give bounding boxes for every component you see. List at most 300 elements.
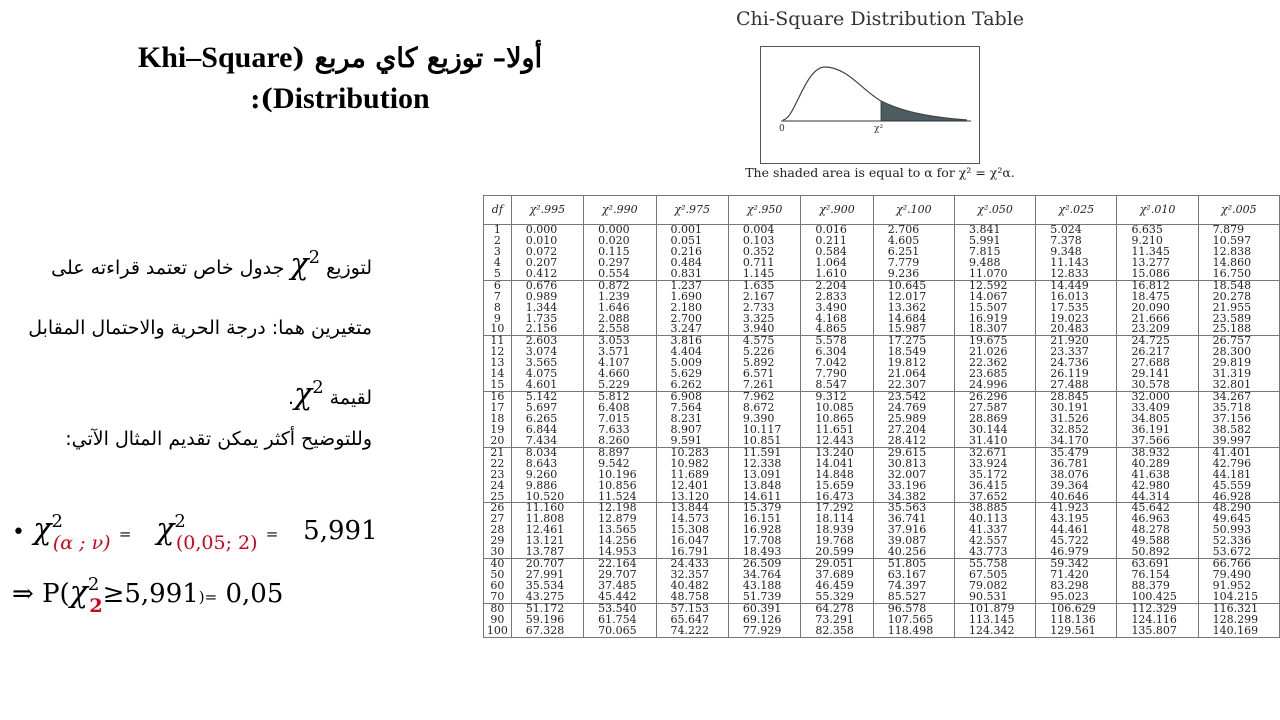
table-value: 71.420 (1050, 568, 1089, 582)
table-value: 69.126 (742, 612, 782, 626)
table-cell (656, 392, 728, 448)
table-value: 38.582 (1212, 422, 1252, 436)
table-value: 3.940 (742, 322, 775, 336)
table-value: 19.023 (1050, 311, 1089, 325)
table-value: 59.342 (1050, 557, 1089, 571)
table-value: 45.722 (1050, 534, 1089, 548)
table-value: 33.924 (968, 456, 1008, 470)
table-value: 26.757 (1212, 334, 1252, 348)
table-value: 6.908 (670, 390, 703, 404)
column-header: χ².005 (1198, 196, 1279, 225)
table-value: 51.172 (525, 601, 565, 615)
table-value: 9.390 (742, 411, 775, 425)
table-value: 3.053 (598, 334, 630, 348)
table-cell (511, 280, 583, 336)
table-value: 11 (490, 334, 505, 348)
table-value: 24.736 (1050, 356, 1089, 370)
table-cell (656, 559, 728, 604)
table-value: 8.034 (525, 445, 558, 459)
table-cell (1198, 392, 1279, 448)
table-value: 10.520 (525, 489, 565, 503)
table-value: 16.791 (670, 545, 710, 559)
table-value: 24.996 (968, 378, 1008, 392)
table-value: 96.578 (887, 601, 927, 615)
table-value: 0.016 (815, 223, 847, 236)
table-value: 12.838 (1212, 244, 1252, 258)
table-cell (728, 603, 800, 637)
table-value: 18.549 (887, 345, 927, 359)
table-value: 24.725 (1131, 334, 1170, 348)
table-cell (511, 559, 583, 604)
table-cell (728, 503, 800, 559)
table-value: 2.558 (598, 322, 630, 336)
table-value: 36.191 (1131, 422, 1170, 436)
table-value: 2.603 (525, 334, 558, 348)
table-value: 7.015 (598, 411, 630, 425)
table-value: 23.542 (887, 390, 927, 404)
table-value: 11.689 (670, 467, 710, 481)
table-value: 13.121 (525, 534, 565, 548)
table-value: 30.578 (1131, 378, 1170, 392)
table-cell (801, 336, 873, 392)
table-value: 70 (490, 589, 505, 603)
table-cell (873, 280, 954, 336)
table-value: 0.584 (815, 244, 847, 258)
table-value: 91.952 (1212, 579, 1252, 592)
table-value: 48.758 (670, 589, 710, 603)
table-value: 101.879 (968, 601, 1015, 615)
table-value: 45.442 (598, 589, 637, 603)
table-value: 46.963 (1131, 512, 1170, 526)
table-value: 1.239 (598, 289, 630, 303)
table-cell (656, 503, 728, 559)
table-value: 4.404 (670, 345, 703, 359)
table-cell (1117, 447, 1198, 503)
table-value: 3.490 (815, 300, 847, 314)
table-value: 14.067 (968, 289, 1008, 303)
column-header: χ².010 (1117, 196, 1198, 225)
table-value: 79.490 (1212, 568, 1252, 582)
table-value: 30 (490, 545, 505, 559)
table-value: 40.256 (887, 545, 927, 559)
table-value: 66.766 (1212, 557, 1252, 571)
table-value: 17.535 (1050, 300, 1089, 314)
table-value: 7.042 (815, 356, 847, 370)
table-value: 53.672 (1212, 545, 1252, 559)
table-value: 4.865 (815, 322, 847, 336)
table-value: 34.267 (1212, 390, 1252, 404)
table-value: 10.982 (670, 456, 710, 470)
table-value: 46.979 (1050, 545, 1089, 559)
table-value: 17.708 (742, 534, 782, 548)
table-value: 140.169 (1212, 623, 1259, 637)
table-value: 45.642 (1131, 501, 1170, 515)
table-cell (584, 447, 656, 503)
table-value: 13.787 (525, 545, 565, 559)
table-value: 26.509 (742, 557, 782, 571)
table-value: 23.337 (1050, 345, 1089, 359)
table-cell (656, 225, 728, 281)
table-value: 82.358 (815, 623, 854, 637)
table-value: 124.116 (1131, 612, 1177, 626)
table-value: 3.571 (598, 345, 630, 359)
table-value: 33.196 (887, 478, 927, 492)
table-value: 12.338 (742, 456, 782, 470)
table-value: 19.768 (815, 534, 854, 548)
table-value: 31.526 (1050, 411, 1089, 425)
table-value: 5.697 (525, 401, 558, 414)
table-value: 13.091 (742, 467, 782, 481)
table-value: 48.290 (1212, 501, 1252, 515)
curve-origin-label: 0 (779, 124, 785, 134)
table-cell (873, 559, 954, 604)
table-value: 52.336 (1212, 534, 1252, 548)
table-value: 35.718 (1212, 401, 1252, 414)
curve-chi-label: χ² (874, 124, 884, 134)
table-cell (728, 447, 800, 503)
table-value: 22.307 (887, 378, 927, 392)
table-value: 19 (490, 422, 505, 436)
table-value: 80 (490, 601, 505, 615)
table-value: 0.010 (525, 233, 558, 247)
table-cell (1198, 225, 1279, 281)
table-value: 128.299 (1212, 612, 1259, 626)
table-value: 61.754 (598, 612, 637, 626)
table-value: 5.009 (670, 356, 703, 370)
table-value: 13.844 (670, 501, 710, 515)
table-value: 20.599 (815, 545, 854, 559)
table-value: 16.473 (815, 489, 854, 503)
table-value: 37.156 (1212, 411, 1252, 425)
table-value: 8.672 (742, 401, 775, 414)
table-cell (484, 225, 512, 281)
table-value: 14.611 (742, 489, 782, 503)
table-value: 12.461 (525, 523, 565, 537)
table-cell (511, 225, 583, 281)
table-value: 10.856 (598, 478, 637, 492)
table-value: 9.591 (670, 433, 703, 447)
table-value: 38.076 (1050, 467, 1089, 481)
table-value: 35.479 (1050, 445, 1089, 459)
table-value: 14.953 (598, 545, 637, 559)
explanation-line-2: متغيرين هما: درجة الحرية والاحتمال المقابل (28, 317, 372, 339)
table-value: 37.566 (1131, 433, 1170, 447)
table-value: 29.051 (815, 557, 854, 571)
table-value: 21.920 (1050, 334, 1089, 348)
table-cell (1036, 280, 1117, 336)
table-value: 32.852 (1050, 422, 1089, 436)
table-value: 74.222 (670, 623, 710, 637)
table-value: 83.298 (1050, 579, 1089, 592)
table-value: 1.635 (742, 278, 775, 292)
table-value: 18.493 (742, 545, 782, 559)
table-cell (1036, 559, 1117, 604)
table-value: 2.180 (670, 300, 703, 314)
table-value: 29.141 (1131, 367, 1170, 381)
table-value: 44.181 (1212, 467, 1252, 481)
table-value: 0.872 (598, 278, 630, 292)
table-value: 20.707 (525, 557, 565, 571)
table-value: 0.020 (598, 233, 630, 247)
table-cell (954, 503, 1035, 559)
table-value: 36.781 (1050, 456, 1089, 470)
table-value: 21.666 (1131, 311, 1170, 325)
table-value: 88.379 (1131, 579, 1170, 592)
table-value: 15.379 (742, 501, 782, 515)
table-value: 6.251 (887, 244, 920, 258)
table-cell (484, 447, 512, 503)
table-value: 12.833 (1050, 266, 1089, 280)
table-value: 7.378 (1050, 233, 1082, 247)
table-value: 64.278 (815, 601, 854, 615)
table-value: 39.997 (1212, 433, 1252, 447)
table-value: 11.524 (598, 489, 637, 503)
table-value: 43.195 (1050, 512, 1089, 526)
table-value: 32.671 (968, 445, 1008, 459)
table-cell (511, 336, 583, 392)
table-value: 14.848 (815, 467, 854, 481)
column-header: χ².995 (511, 196, 583, 225)
table-value: 5.578 (815, 334, 847, 348)
table-cell (511, 603, 583, 637)
table-cell (1117, 225, 1198, 281)
formula-probability: ⇒ $P(\chi^2_2\ge 5,991)= 0,05$ (12, 574, 284, 617)
table-value: 1.064 (815, 255, 847, 269)
table-value: 0.001 (670, 223, 703, 236)
table-value: 9 (493, 311, 501, 325)
formula-critical-value: • $\chi^2_{(\alpha ; \nu)}$ = $\chi^2_{(0,05; 2)}$ = 5,991 (12, 511, 378, 554)
table-value: 16.750 (1212, 266, 1252, 280)
table-value: 0.554 (598, 266, 630, 280)
table-value: 135.807 (1131, 623, 1177, 637)
table-value: 42.980 (1131, 478, 1170, 492)
table-cell (1117, 559, 1198, 604)
table-value: 7.633 (598, 422, 630, 436)
table-value: 74.397 (887, 579, 927, 592)
table-value: 34.382 (887, 489, 927, 503)
table-row-group (484, 336, 1280, 392)
table-value: 36.741 (887, 512, 927, 526)
table-value: 0.000 (525, 223, 558, 236)
table-value: 55.758 (968, 557, 1008, 571)
table-row-group (484, 392, 1280, 448)
table-value: 13.362 (887, 300, 927, 314)
table-value: 24.433 (670, 557, 710, 571)
table-value: 8.897 (598, 445, 630, 459)
table-value: 9.542 (598, 456, 630, 470)
table-cell (873, 225, 954, 281)
table-value: 28 (490, 523, 505, 537)
table-cell (584, 336, 656, 392)
table-cell (801, 503, 873, 559)
table-value: 26 (490, 501, 505, 515)
table-cell (728, 392, 800, 448)
table-value: 106.629 (1050, 601, 1096, 615)
table-value: 7.261 (742, 378, 775, 392)
table-value: 1.646 (598, 300, 630, 314)
table-cell (954, 225, 1035, 281)
table-value: 14.256 (598, 534, 637, 548)
table-value: 36.415 (968, 478, 1008, 492)
table-value: 14.860 (1212, 255, 1252, 269)
table-value: 24.769 (887, 401, 927, 414)
table-value: 39.364 (1050, 478, 1089, 492)
table-cell (954, 603, 1035, 637)
table-cell (1117, 603, 1198, 637)
table-cell (656, 447, 728, 503)
shaded-tail (881, 101, 967, 121)
table-cell (801, 225, 873, 281)
table-value: 118.498 (887, 623, 934, 637)
explanation-line-3: لقيمة $\chi^2$. (287, 377, 372, 412)
table-cell (954, 559, 1035, 604)
table-value: 124.342 (968, 623, 1015, 637)
table-cell (511, 392, 583, 448)
table-value: 39.087 (887, 534, 927, 548)
table-value: 5.991 (968, 233, 1001, 247)
table-value: 28.869 (968, 411, 1008, 425)
table-header-row (484, 196, 1280, 225)
table-value: 79.082 (968, 579, 1008, 592)
table-value: 41.923 (1050, 501, 1089, 515)
table-value: 8.643 (525, 456, 558, 470)
table-value: 3.074 (525, 345, 558, 359)
table-cell (511, 447, 583, 503)
table-value: 33.409 (1131, 401, 1170, 414)
table-value: 17.275 (887, 334, 927, 348)
table-value: 1.690 (670, 289, 703, 303)
table-value: 34.764 (742, 568, 782, 582)
table-value: 27 (490, 512, 505, 526)
table-value: 2.088 (598, 311, 630, 325)
table-value: 22 (490, 456, 505, 470)
table-value: 0.115 (598, 244, 630, 258)
table-value: 44.314 (1131, 489, 1170, 503)
column-header: χ².025 (1036, 196, 1117, 225)
table-value: 0.352 (742, 244, 775, 258)
table-row-group (484, 225, 1280, 281)
table-value: 65.647 (670, 612, 710, 626)
table-value: 0.711 (742, 255, 775, 269)
column-header: df (484, 196, 512, 225)
table-cell (1198, 603, 1279, 637)
table-value: 6.304 (815, 345, 847, 359)
table-value: 37.652 (968, 489, 1008, 503)
table-value: 18.548 (1212, 278, 1252, 292)
table-value: 12.198 (598, 501, 637, 515)
table-value: 12.879 (598, 512, 637, 526)
table-cell (728, 225, 800, 281)
table-value: 23.589 (1212, 311, 1252, 325)
table-value: 3.565 (525, 356, 558, 370)
table-cell (1036, 336, 1117, 392)
table-cell (484, 392, 512, 448)
table-cell (1036, 603, 1117, 637)
table-value: 55.329 (815, 589, 854, 603)
table-value: 15.086 (1131, 266, 1170, 280)
table-value: 46.928 (1212, 489, 1252, 503)
table-value: 45.559 (1212, 478, 1252, 492)
table-value: 53.540 (598, 601, 637, 615)
table-cell (1117, 392, 1198, 448)
table-value: 11.808 (525, 512, 565, 526)
table-value: 15.308 (670, 523, 710, 537)
table-value: 48.278 (1131, 523, 1170, 537)
table-value: 38.885 (968, 501, 1008, 515)
table-value: 26.119 (1050, 367, 1089, 381)
table-value: 16.013 (1050, 289, 1089, 303)
column-header: χ².975 (656, 196, 728, 225)
table-value: 11.160 (525, 501, 565, 515)
heading (70, 38, 610, 120)
table-value: 113.145 (968, 612, 1015, 626)
table-value: 21 (490, 445, 505, 459)
table-value: 35.563 (887, 501, 927, 515)
table-value: 5.142 (525, 390, 558, 404)
table-value: 28.300 (1212, 345, 1252, 359)
table-cell (1036, 225, 1117, 281)
table-value: 90 (490, 612, 505, 626)
table-row-group (484, 503, 1280, 559)
table-cell (584, 225, 656, 281)
table-cell (656, 603, 728, 637)
explanation-line-1: لتوزيع $\chi^2$ جدول خاص تعتمد قراءته على (51, 247, 372, 282)
table-value: 11.591 (742, 445, 782, 459)
chi-square-table (483, 195, 1280, 638)
table-value: 60 (490, 579, 505, 592)
table-value: 0.412 (525, 266, 558, 280)
table-row-group (484, 280, 1280, 336)
table-value: 42.796 (1212, 456, 1252, 470)
table-value: 13.848 (742, 478, 782, 492)
table-value: 30.813 (887, 456, 927, 470)
table-value: 30.144 (968, 422, 1008, 436)
table-value: 10.851 (742, 433, 782, 447)
table-value: 40.482 (670, 579, 710, 592)
table-cell (801, 603, 873, 637)
table-cell (1036, 447, 1117, 503)
table-cell (801, 559, 873, 604)
table-value: 14.573 (670, 512, 710, 526)
table-value: 9.348 (1050, 244, 1082, 258)
table-cell (873, 392, 954, 448)
table-value: 27.991 (525, 568, 565, 582)
table-value: 85.527 (887, 589, 927, 603)
table-value: 29.707 (598, 568, 637, 582)
table-value: 34.805 (1131, 411, 1170, 425)
table-value: 15.659 (815, 478, 854, 492)
table-value: 0.831 (670, 266, 703, 280)
column-header: χ².900 (801, 196, 873, 225)
table-value: 1.610 (815, 266, 847, 280)
table-cell (656, 336, 728, 392)
table-value: 10.645 (887, 278, 927, 292)
column-header: χ².100 (873, 196, 954, 225)
table-value: 44.461 (1050, 523, 1089, 537)
table-value: 3.247 (670, 322, 703, 336)
table-value: 3 (493, 244, 501, 258)
table-value: 9.312 (815, 390, 847, 404)
table-value: 1 (493, 223, 501, 236)
table-value: 29.819 (1212, 356, 1252, 370)
table-value: 3.841 (968, 223, 1001, 236)
table-value: 25.989 (887, 411, 927, 425)
table-value: 31.319 (1212, 367, 1252, 381)
table-value: 60.391 (742, 601, 782, 615)
table-value: 0.484 (670, 255, 703, 269)
table-value: 26.217 (1131, 345, 1170, 359)
table-value: 16.047 (670, 534, 710, 548)
